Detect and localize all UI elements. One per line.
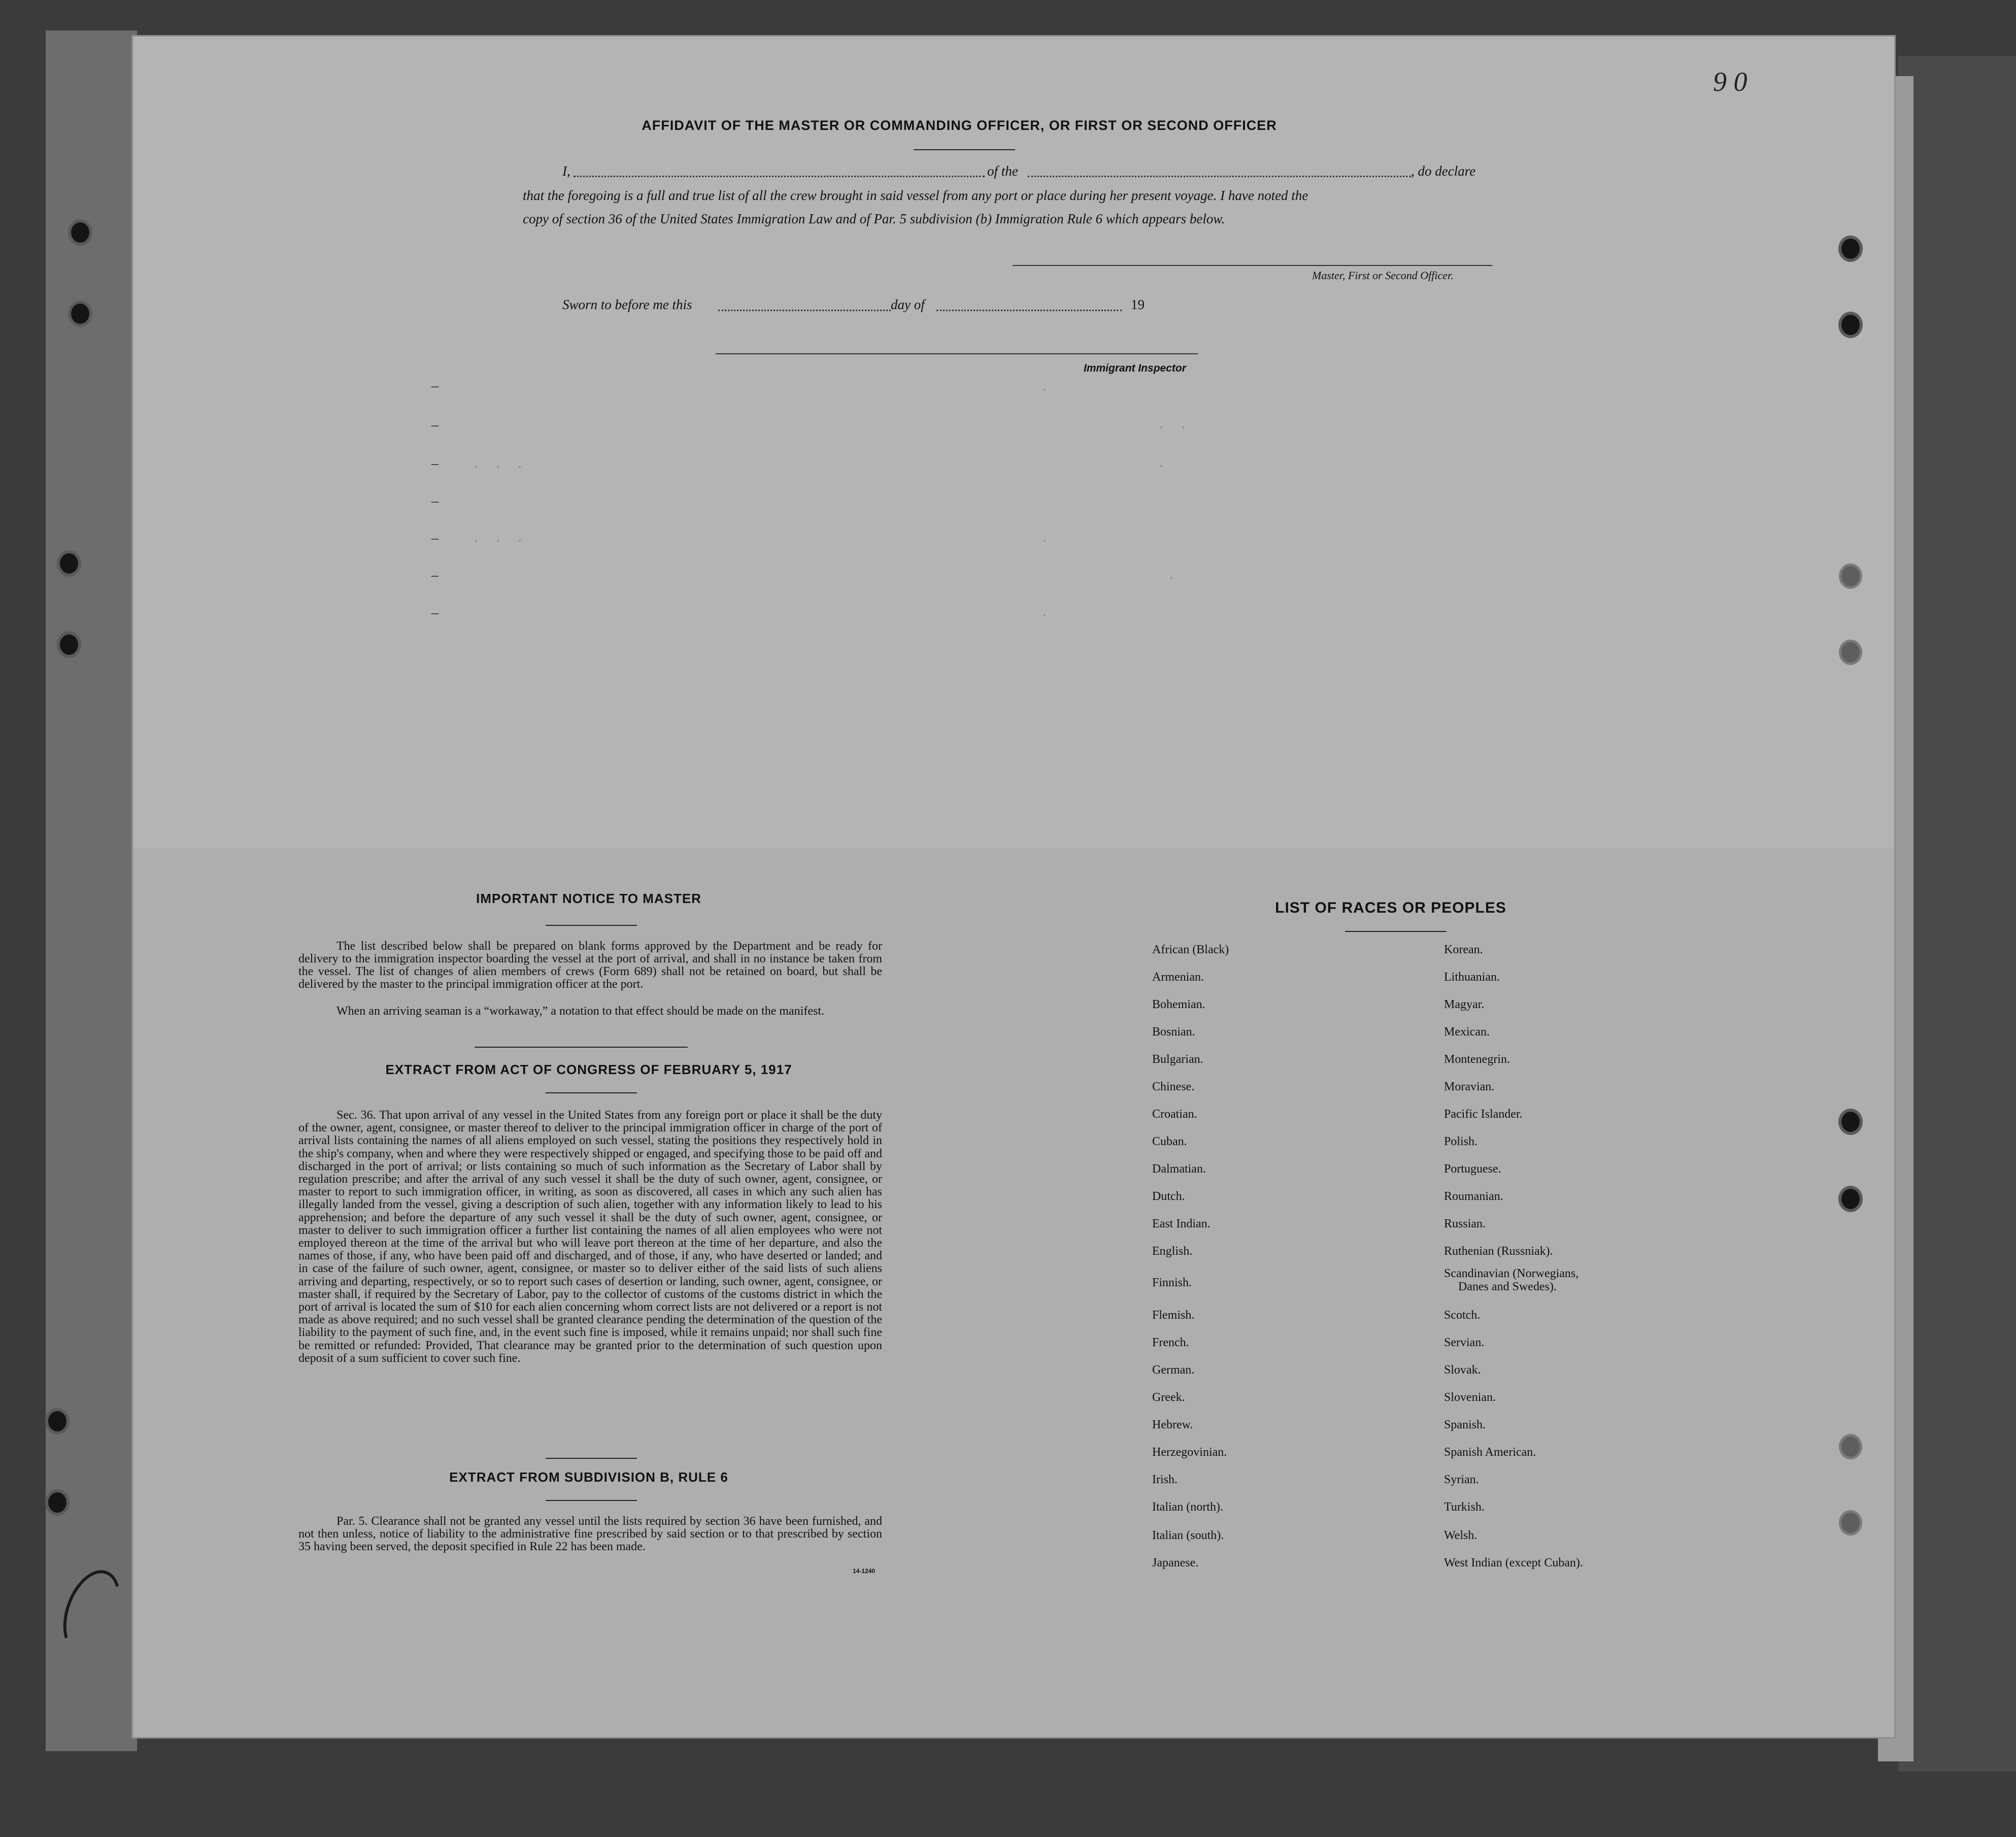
race-item: Greek. [1152, 1391, 1185, 1404]
ghost-dots: . . . [472, 457, 527, 472]
race-item: Flemish. [1152, 1309, 1195, 1322]
row-dash: – [431, 417, 439, 433]
ghost-dots: . [1040, 380, 1052, 395]
declaration-end: , do declare [1411, 163, 1476, 179]
race-item: Bulgarian. [1152, 1053, 1203, 1066]
binder-hole [1841, 1189, 1860, 1209]
races-underline [1345, 931, 1447, 932]
corner-page-mark: 9 0 [1713, 66, 1748, 97]
race-item: Russian. [1444, 1217, 1486, 1230]
race-item: Japanese. [1152, 1556, 1199, 1569]
race-item: Slovak. [1444, 1363, 1481, 1377]
declaration-lead: I, [562, 163, 570, 179]
race-item: English. [1152, 1245, 1193, 1258]
binder-hole [1841, 566, 1860, 586]
act-extract-title: EXTRACT FROM ACT OF CONGRESS OF FEBRUARY 5, 1917 [385, 1062, 792, 1077]
race-item: Ruthenian (Russniak). [1444, 1245, 1553, 1258]
race-item: Hebrew. [1152, 1418, 1193, 1431]
race-item: Chinese. [1152, 1080, 1195, 1093]
race-item: Scotch. [1444, 1309, 1481, 1322]
notice-underline [546, 925, 637, 926]
binder-hole [48, 1411, 66, 1431]
row-dash: – [431, 530, 439, 546]
sworn-year: 19 [1131, 297, 1145, 312]
declaration-line-3: copy of section 36 of the United States Immigration Law and of Par. 5 subdivision (b) Immigration Rule 6 which appears below. [523, 211, 1225, 226]
binder-hole [48, 1492, 66, 1513]
notice-title: IMPORTANT NOTICE TO MASTER [476, 891, 701, 906]
race-item: East Indian. [1152, 1217, 1211, 1230]
race-item: Pacific Islander. [1444, 1108, 1523, 1121]
master-signature-label: Master, First or Second Officer. [1312, 269, 1454, 282]
notice-paragraph-1: The list described below shall be prepared on blank forms approved by the Department and be ready for delivery to the immigration inspector boarding the vessel at the port of arrival, and shall in no instance be taken from the vessel. The list of changes of alien members of crews (Form 689) shall not be retained on board, but shall be delivered by the master to the principal immigration officer at the port. [298, 940, 882, 991]
row-dash: – [431, 567, 439, 583]
race-item: Croatian. [1152, 1108, 1197, 1121]
race-item: Danes and Swedes). [1458, 1280, 1557, 1293]
row-dash: – [431, 378, 439, 394]
binder-hole [71, 222, 89, 243]
sworn-day-of: day of [891, 297, 925, 312]
affidavit-title: AFFIDAVIT OF THE MASTER OR COMMANDING OFFICER, OR FIRST OR SECOND OFFICER [642, 118, 1277, 133]
binder-hole [1841, 1513, 1860, 1533]
binder-hole [60, 553, 78, 574]
race-item: Polish. [1444, 1135, 1478, 1148]
ghost-dots: . . . [472, 530, 527, 546]
binder-hole [1841, 642, 1860, 662]
race-item: Dutch. [1152, 1190, 1185, 1203]
race-item: Italian (north). [1152, 1500, 1223, 1514]
race-item: Dalmatian. [1152, 1162, 1206, 1176]
race-item: African (Black) [1152, 943, 1229, 956]
race-item: Welsh. [1444, 1529, 1477, 1542]
declaration-of: of the [987, 163, 1018, 179]
race-item: Spanish American. [1444, 1446, 1536, 1459]
race-item: Armenian. [1152, 971, 1204, 984]
race-item: Italian (south). [1152, 1529, 1224, 1542]
sheet-upper-tone [133, 37, 1894, 849]
binder-hole [60, 634, 78, 655]
binder-hole [71, 304, 89, 324]
race-item: Syrian. [1444, 1473, 1479, 1486]
race-item: Servian. [1444, 1336, 1485, 1349]
race-item: Moravian. [1444, 1080, 1495, 1093]
race-item: Montenegrin. [1444, 1053, 1510, 1066]
row-dash: – [431, 493, 439, 509]
master-signature-line[interactable] [1013, 265, 1492, 266]
race-item: Herzegovinian. [1152, 1446, 1227, 1459]
rule-extract-text: Par. 5. Clearance shall not be granted any vessel until the lists required by section 36 have been furnished, and not then unless, notice of liability to the administrative fine prescribed by said section or to that prescribed by section 35 having been served, the deposit specified in Rule 22 has been made. [298, 1515, 882, 1553]
act-extract-text: Sec. 36. That upon arrival of any vessel in the United States from any foreign port or place it shall be the duty of the owner, agent, consignee, or master thereof to deliver to the principal immigration officer in charge of the port of arrival lists containing the names of all aliens employed on such vessel, stating the positions they respectively hold in the ship's company, when and where they were respectively shipped or engaged, and specifying those to be paid off and discharged in the port of arrival; or lists containing so much of such information as the Secretary of Labor shall by regulation prescribe; and after the arrival of any such vessel it shall be the duty of such owner, agent, consignee, or master to report to such immigration officer, in writing, as soon as discovered, all cases in which any such alien has illegally landed from the vessel, giving a description of such alien, together with any information likely to lead to his apprehension; and before the departure of any such vessel it shall be the duty of such owner, agent, consignee, or master to deliver to such immigration officer a further list containing the names of all alien employees who were not employed thereon at the time of the arrival but who will leave port thereon at the time of her departure, and also the names of those, if any, who have been paid off and discharged, and of those, if any, who have deserted or landed; and in case of the failure of such owner, agent, consignee, or master so to deliver either of the said lists of such aliens arriving and departing, respectively, or so to report such cases of desertion or landing, such owner, agent, consignee, or master shall, if required by the Secretary of Labor, pay to the collector of customs of the customs district in which the port of arrival is located the sum of $10 for each alien concerning whom correct lists are not delivered or a report is not made as above required; and no such vessel shall be granted clearance pending the determination of the question of the liability to the payment of such fine, and, in the event such fine is imposed, while it remains unpaid; nor shall such fine be remitted or refunded: Provided, That clearance may be granted prior to the determination of such question upon deposit of a sum sufficient to cover such fine. [298, 1109, 882, 1365]
race-item: Irish. [1152, 1473, 1178, 1486]
race-item: West Indian (except Cuban). [1444, 1556, 1583, 1569]
ghost-dots: . . [1157, 417, 1190, 432]
ghost-dots: . [1040, 605, 1052, 620]
declaration-line-2: that the foregoing is a full and true list of all the crew brought in said vessel from any port or place during her present voyage. I have noted the [523, 188, 1308, 203]
races-title: LIST OF RACES OR PEOPLES [1275, 899, 1506, 916]
race-item: German. [1152, 1363, 1195, 1377]
race-item: Lithuanian. [1444, 971, 1500, 984]
race-item: Magyar. [1444, 998, 1485, 1011]
race-item: Spanish. [1444, 1418, 1486, 1431]
ghost-dots: . [1157, 456, 1168, 471]
race-item: Roumanian. [1444, 1190, 1503, 1203]
ghost-dots: . [1040, 530, 1052, 546]
row-dash: – [431, 605, 439, 621]
race-item: Bohemian. [1152, 998, 1205, 1011]
binder-backing-right [1898, 56, 2016, 1772]
sworn-month-blank[interactable] [936, 310, 1122, 311]
binder-hole [1841, 315, 1860, 335]
race-item: Finnish. [1152, 1276, 1192, 1289]
race-item: Scandinavian (Norwegians, [1444, 1267, 1579, 1280]
race-item: Korean. [1444, 943, 1483, 956]
race-item: Portuguese. [1444, 1162, 1501, 1176]
race-item: Cuban. [1152, 1135, 1187, 1148]
form-number: 14-1240 [853, 1567, 876, 1575]
vessel-blank[interactable] [1028, 176, 1411, 177]
binder-hole [1841, 1437, 1860, 1457]
sworn-day-blank[interactable] [718, 310, 891, 311]
race-item: French. [1152, 1336, 1189, 1349]
race-item: Slovenian. [1444, 1391, 1496, 1404]
inspector-signature-line[interactable] [716, 353, 1198, 354]
row-dash: – [431, 456, 439, 472]
name-blank[interactable] [574, 176, 985, 177]
act-underline [546, 1092, 637, 1093]
race-item: Bosnian. [1152, 1025, 1195, 1039]
ghost-dots: . [1167, 567, 1179, 583]
section-divider [475, 1047, 688, 1048]
notice-paragraph-2: When an arriving seaman is a “workaway,” a notation to that effect should be made on the manifest. [337, 1005, 824, 1018]
race-item: Turkish. [1444, 1500, 1485, 1514]
race-item: Mexican. [1444, 1025, 1490, 1039]
title-underline [914, 149, 1015, 150]
rule-underline [546, 1500, 637, 1501]
binder-hole [1841, 1112, 1860, 1132]
inspector-label: Immigrant Inspector [1084, 362, 1186, 374]
act-divider [546, 1458, 637, 1459]
sworn-text: Sworn to before me this [562, 297, 692, 312]
rule-extract-title: EXTRACT FROM SUBDIVISION B, RULE 6 [449, 1469, 728, 1485]
binder-hole [1841, 239, 1860, 259]
